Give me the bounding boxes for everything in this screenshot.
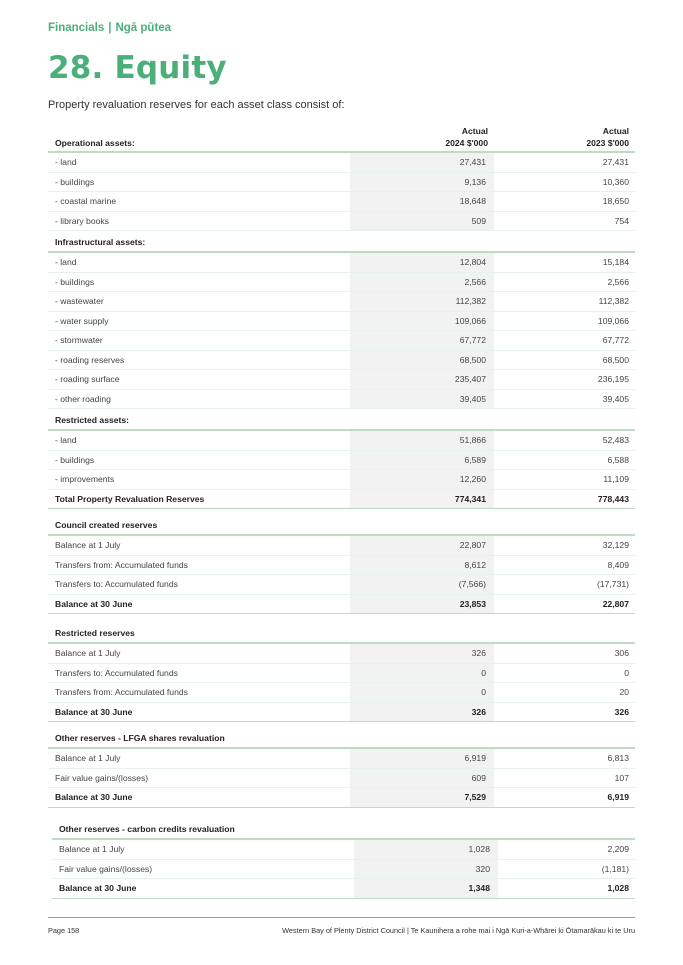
- total-row: [48, 703, 635, 723]
- restricted-reserves-total: [48, 703, 635, 723]
- cell-2024: [350, 664, 494, 683]
- value-2024: 27,431: [459, 157, 486, 167]
- value-2024: 12,260: [459, 474, 486, 484]
- row-label: Balance at 1 July: [59, 844, 125, 854]
- cell-2024: [350, 703, 494, 722]
- running-header: [48, 22, 171, 34]
- table-row: [52, 840, 635, 860]
- table-row: [48, 273, 635, 293]
- table-row: [48, 556, 635, 576]
- cell-2024: [354, 840, 498, 859]
- table-row: [52, 860, 635, 880]
- row-label: Balance at 30 June: [59, 883, 137, 893]
- value-2023: 22,807: [602, 598, 629, 609]
- section-heading: [48, 231, 635, 253]
- value-2023: 6,813: [607, 753, 629, 763]
- value-2023: 326: [614, 706, 629, 717]
- total-row: [52, 879, 635, 899]
- value-2023: 306: [614, 648, 629, 658]
- row-label: - buildings: [55, 176, 95, 187]
- value-2024: 0: [481, 687, 486, 697]
- header-maori: Ngā pūtea: [115, 22, 172, 34]
- value-2023: 67,772: [602, 335, 629, 345]
- intro-text: Property revaluation reserves for each asset class consist of:: [48, 99, 345, 111]
- row-label: Balance at 1 July: [55, 648, 121, 658]
- cell-2024: [350, 351, 494, 370]
- row-label: - library books: [55, 215, 109, 226]
- cell-2024: [350, 273, 494, 292]
- footer-organisation: Western Bay of Plenty District Council | Te Kaunihera a rohe mai i Ngā Kuri-a-Whārei ki Ōtamarākau ki te Uru: [282, 926, 635, 935]
- table-row: [48, 173, 635, 193]
- value-2024: 774,341: [454, 493, 486, 504]
- section-heading: [52, 818, 635, 840]
- cell-2024: [350, 192, 494, 211]
- lfga-heading: Other reserves - LFGA shares revaluation: [55, 733, 225, 743]
- value-2023: 11,109: [603, 474, 629, 484]
- row-label: - buildings: [55, 276, 95, 287]
- row-label: Fair value gains/(losses): [59, 863, 153, 874]
- infrastructural-heading: Infrastructural assets:: [55, 237, 146, 247]
- restricted-assets-rows: [48, 431, 635, 490]
- row-label: Transfers from: Accumulated funds: [55, 559, 188, 570]
- value-2023: 15,184: [602, 257, 629, 267]
- row-label: Transfers to: Accumulated funds: [55, 579, 178, 589]
- cell-2024: [350, 595, 494, 614]
- value-2023: 6,588: [607, 454, 629, 465]
- row-label: Balance at 1 July: [55, 540, 121, 550]
- value-2024: (7,566): [458, 579, 486, 589]
- table-row: [48, 536, 635, 556]
- cell-2024: [350, 173, 494, 192]
- value-2024: 9,136: [464, 176, 486, 187]
- value-2023: 778,443: [597, 493, 629, 504]
- table-row: [48, 212, 635, 232]
- header-section: Financials: [48, 22, 105, 34]
- section-heading: [48, 727, 635, 749]
- row-label: Transfers to: Accumulated funds: [55, 667, 178, 678]
- table-row: [48, 451, 635, 471]
- cell-2024: [350, 644, 494, 663]
- cell-2024: [350, 212, 494, 231]
- cell-2024: [350, 390, 494, 409]
- table-row: [48, 192, 635, 212]
- value-2024: 0: [481, 667, 486, 678]
- value-2023: 754: [614, 215, 629, 226]
- row-label: - land: [55, 257, 77, 267]
- value-2023: 112,382: [598, 296, 629, 306]
- value-2023: (1,181): [601, 863, 629, 874]
- footer-divider: [48, 917, 635, 918]
- total-revaluation-row: [48, 490, 635, 510]
- total-row: [48, 595, 635, 615]
- cell-2024: [350, 683, 494, 702]
- header-separator: |: [108, 22, 112, 34]
- value-2024: 12,804: [459, 257, 486, 267]
- page-title: 28. Equity: [48, 50, 227, 86]
- value-2024: 22,807: [459, 540, 486, 550]
- value-2024: 112,382: [455, 296, 486, 306]
- carbon-heading: Other reserves - carbon credits revaluation: [59, 824, 235, 834]
- council-created-rows: [48, 536, 635, 595]
- value-2023: 52,483: [602, 435, 629, 445]
- column-header-2023: [586, 126, 629, 149]
- value-2024: 23,853: [459, 598, 486, 609]
- council-created-table: [48, 514, 635, 614]
- col-2023-line1: Actual: [602, 126, 629, 136]
- row-label: Balance at 30 June: [55, 706, 133, 717]
- table-row: [48, 769, 635, 789]
- value-2024: 6,919: [464, 753, 486, 763]
- cell-2024: [350, 253, 494, 272]
- row-label: - stormwater: [55, 335, 103, 345]
- table-row: [48, 390, 635, 410]
- cell-2024: [350, 769, 494, 788]
- restricted-reserves-rows: [48, 644, 635, 703]
- row-label: Balance at 30 June: [55, 598, 133, 609]
- value-2024: 51,866: [459, 435, 486, 445]
- row-label: - coastal marine: [55, 196, 117, 206]
- row-label: Balance at 1 July: [55, 753, 121, 763]
- row-label: - roading reserves: [55, 354, 125, 365]
- table-row: [48, 253, 635, 273]
- restricted-assets-heading: Restricted assets:: [55, 415, 130, 425]
- table-row: [48, 312, 635, 332]
- value-2024: 2,566: [464, 276, 486, 287]
- col-2023-line2: 2023 $'000: [586, 137, 629, 148]
- value-2023: 68,500: [602, 354, 629, 365]
- page-number: Page 158: [48, 926, 80, 935]
- col-2024-line1: Actual: [461, 126, 488, 136]
- value-2023: 18,650: [602, 196, 629, 206]
- value-2024: 609: [471, 772, 486, 783]
- row-label: - roading surface: [55, 374, 120, 384]
- value-2024: 326: [471, 706, 486, 717]
- column-header-2024: [350, 126, 488, 149]
- value-2023: 2,209: [607, 844, 629, 854]
- table-row: [48, 292, 635, 312]
- row-label: - water supply: [55, 315, 109, 326]
- infrastructural-rows: [48, 253, 635, 409]
- row-label: - wastewater: [55, 296, 104, 306]
- value-2023: 27,431: [602, 157, 629, 167]
- cell-2024: [354, 879, 498, 898]
- section-heading: [48, 622, 635, 644]
- table-row: [48, 575, 635, 595]
- cell-2024: [350, 470, 494, 489]
- table-row: [48, 683, 635, 703]
- value-2024: 1,348: [468, 883, 490, 893]
- row-label: - land: [55, 435, 77, 445]
- section-heading: [48, 514, 635, 536]
- value-2023: 109,066: [597, 315, 629, 326]
- value-2024: 326: [471, 648, 486, 658]
- cell-2024: [354, 860, 498, 879]
- carbon-total: [52, 879, 635, 899]
- lfga-total: [48, 788, 635, 808]
- value-2023: 2,566: [607, 276, 629, 287]
- row-label: Transfers from: Accumulated funds: [55, 687, 188, 697]
- cell-2024: [350, 556, 494, 575]
- lfga-table: [48, 727, 635, 808]
- cell-2024: [350, 292, 494, 311]
- value-2023: 236,195: [597, 374, 629, 384]
- value-2023: 32,129: [602, 540, 629, 550]
- value-2023: 10,360: [602, 176, 629, 187]
- total-row: [48, 788, 635, 808]
- lfga-rows: [48, 749, 635, 788]
- cell-2024: [350, 451, 494, 470]
- operational-rows: [48, 153, 635, 231]
- value-2024: 68,500: [459, 354, 486, 365]
- value-2024: 18,648: [459, 196, 486, 206]
- cell-2024: [350, 575, 494, 594]
- table-row: [48, 331, 635, 351]
- row-label: Fair value gains/(losses): [55, 772, 149, 783]
- value-2024: 67,772: [459, 335, 486, 345]
- value-2024: 235,407: [454, 374, 486, 384]
- cell-2024: [350, 749, 494, 768]
- col-2024-line2: 2024 $'000: [445, 137, 488, 148]
- row-label: - land: [55, 157, 77, 167]
- cell-2024: [350, 431, 494, 450]
- value-2024: 1,028: [468, 844, 490, 854]
- row-label: - buildings: [55, 454, 95, 465]
- value-2023: 39,405: [602, 393, 629, 404]
- section-heading: [48, 409, 635, 431]
- table-row: [48, 470, 635, 490]
- row-label: - other roading: [55, 393, 111, 404]
- table-row: [48, 749, 635, 769]
- value-2023: 107: [614, 772, 629, 783]
- revaluation-table: [48, 121, 635, 509]
- total-row: [48, 490, 635, 510]
- restricted-reserves-table: [48, 622, 635, 722]
- cell-2024: [350, 788, 494, 807]
- value-2023: 1,028: [607, 883, 629, 893]
- table-row: [48, 153, 635, 173]
- value-2023: (17,731): [596, 579, 629, 589]
- value-2024: 6,589: [464, 454, 486, 465]
- carbon-table: [52, 818, 635, 899]
- value-2024: 109,066: [454, 315, 486, 326]
- row-label: - improvements: [55, 474, 115, 484]
- cell-2024: [350, 153, 494, 172]
- table-row: [48, 370, 635, 390]
- value-2023: 6,919: [607, 792, 629, 802]
- operational-heading: Operational assets:: [55, 138, 135, 148]
- carbon-rows: [52, 840, 635, 879]
- row-label: Total Property Revaluation Reserves: [55, 493, 205, 504]
- cell-2024: [350, 370, 494, 389]
- value-2023: 0: [624, 667, 629, 678]
- table-row: [48, 664, 635, 684]
- council-created-heading: Council created reserves: [55, 520, 158, 530]
- table-row: [48, 644, 635, 664]
- value-2024: 7,529: [464, 792, 486, 802]
- cell-2024: [350, 331, 494, 350]
- cell-2024: [350, 536, 494, 555]
- value-2024: 320: [475, 863, 490, 874]
- value-2024: 8,612: [464, 559, 486, 570]
- table-row: [48, 351, 635, 371]
- value-2024: 39,405: [459, 393, 486, 404]
- council-created-total: [48, 595, 635, 615]
- value-2023: 20: [619, 687, 629, 697]
- cell-2024: [350, 312, 494, 331]
- row-label: Balance at 30 June: [55, 792, 133, 802]
- column-header-row: [48, 121, 635, 153]
- restricted-reserves-heading: Restricted reserves: [55, 628, 135, 638]
- value-2024: 509: [471, 215, 486, 226]
- table-row: [48, 431, 635, 451]
- value-2023: 8,409: [607, 559, 629, 570]
- cell-2024: [350, 490, 494, 509]
